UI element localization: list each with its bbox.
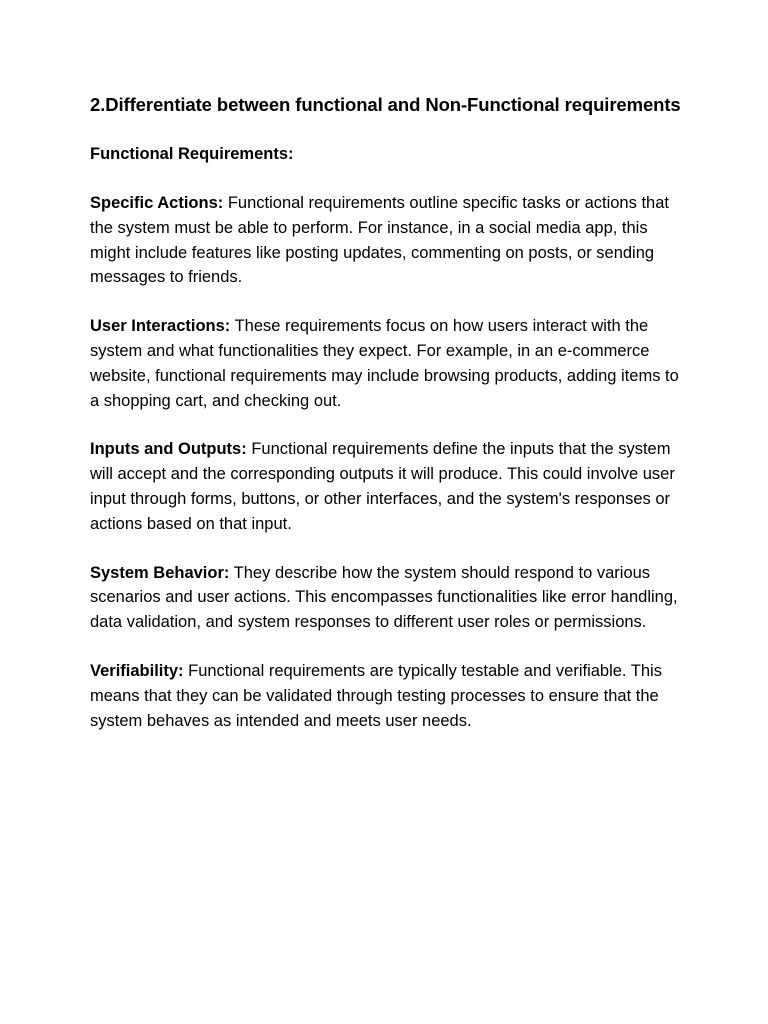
document-page <box>90 92 690 733</box>
paragraph-text: Functional requirements are typically testable and verifiable. This means that they can be validated through testing processes to ensure that the system behaves as intended and meets user needs. <box>90 661 662 730</box>
paragraph-text: They describe how the system should respond to various scenarios and user actions. This encompasses functionalities like error handling, data validation, and system responses to different user roles or permissions. <box>90 563 678 632</box>
paragraph-inputs-and-outputs <box>90 437 690 536</box>
paragraph-label: Verifiability: <box>90 661 184 680</box>
paragraph-label: Specific Actions: <box>90 194 224 212</box>
paragraph-label: Inputs and Outputs: <box>90 440 247 459</box>
section-heading-functional-requirements: Functional Requirements: <box>90 145 294 163</box>
paragraph-label: System Behavior: <box>90 563 230 582</box>
paragraph-system-behavior <box>90 561 690 635</box>
paragraph-verifiability <box>90 659 690 733</box>
document-title: 2.Differentiate between functional and Non-Functional requirements <box>90 94 681 115</box>
paragraph-specific-actions <box>90 191 690 290</box>
paragraph-text: Functional requirements define the inputs that the system will accept and the corresponding outputs it will produce. This could involve user input through forms, buttons, or other interfaces, and the system's responses or actions based on that input. <box>90 440 675 533</box>
paragraph-label: User Interactions: <box>90 317 231 336</box>
paragraph-user-interactions <box>90 314 690 413</box>
paragraph-text: Functional requirements outline specific tasks or actions that the system must be able to perform. For instance, in a social media app, this might include features like posting updates, commenting on posts, or sending messages to friends. <box>90 194 669 287</box>
paragraph-text: These requirements focus on how users interact with the system and what functionalities they expect. For example, in an e-commerce website, functional requirements may include browsing products, adding items to a shopping cart, and checking out. <box>90 317 679 410</box>
